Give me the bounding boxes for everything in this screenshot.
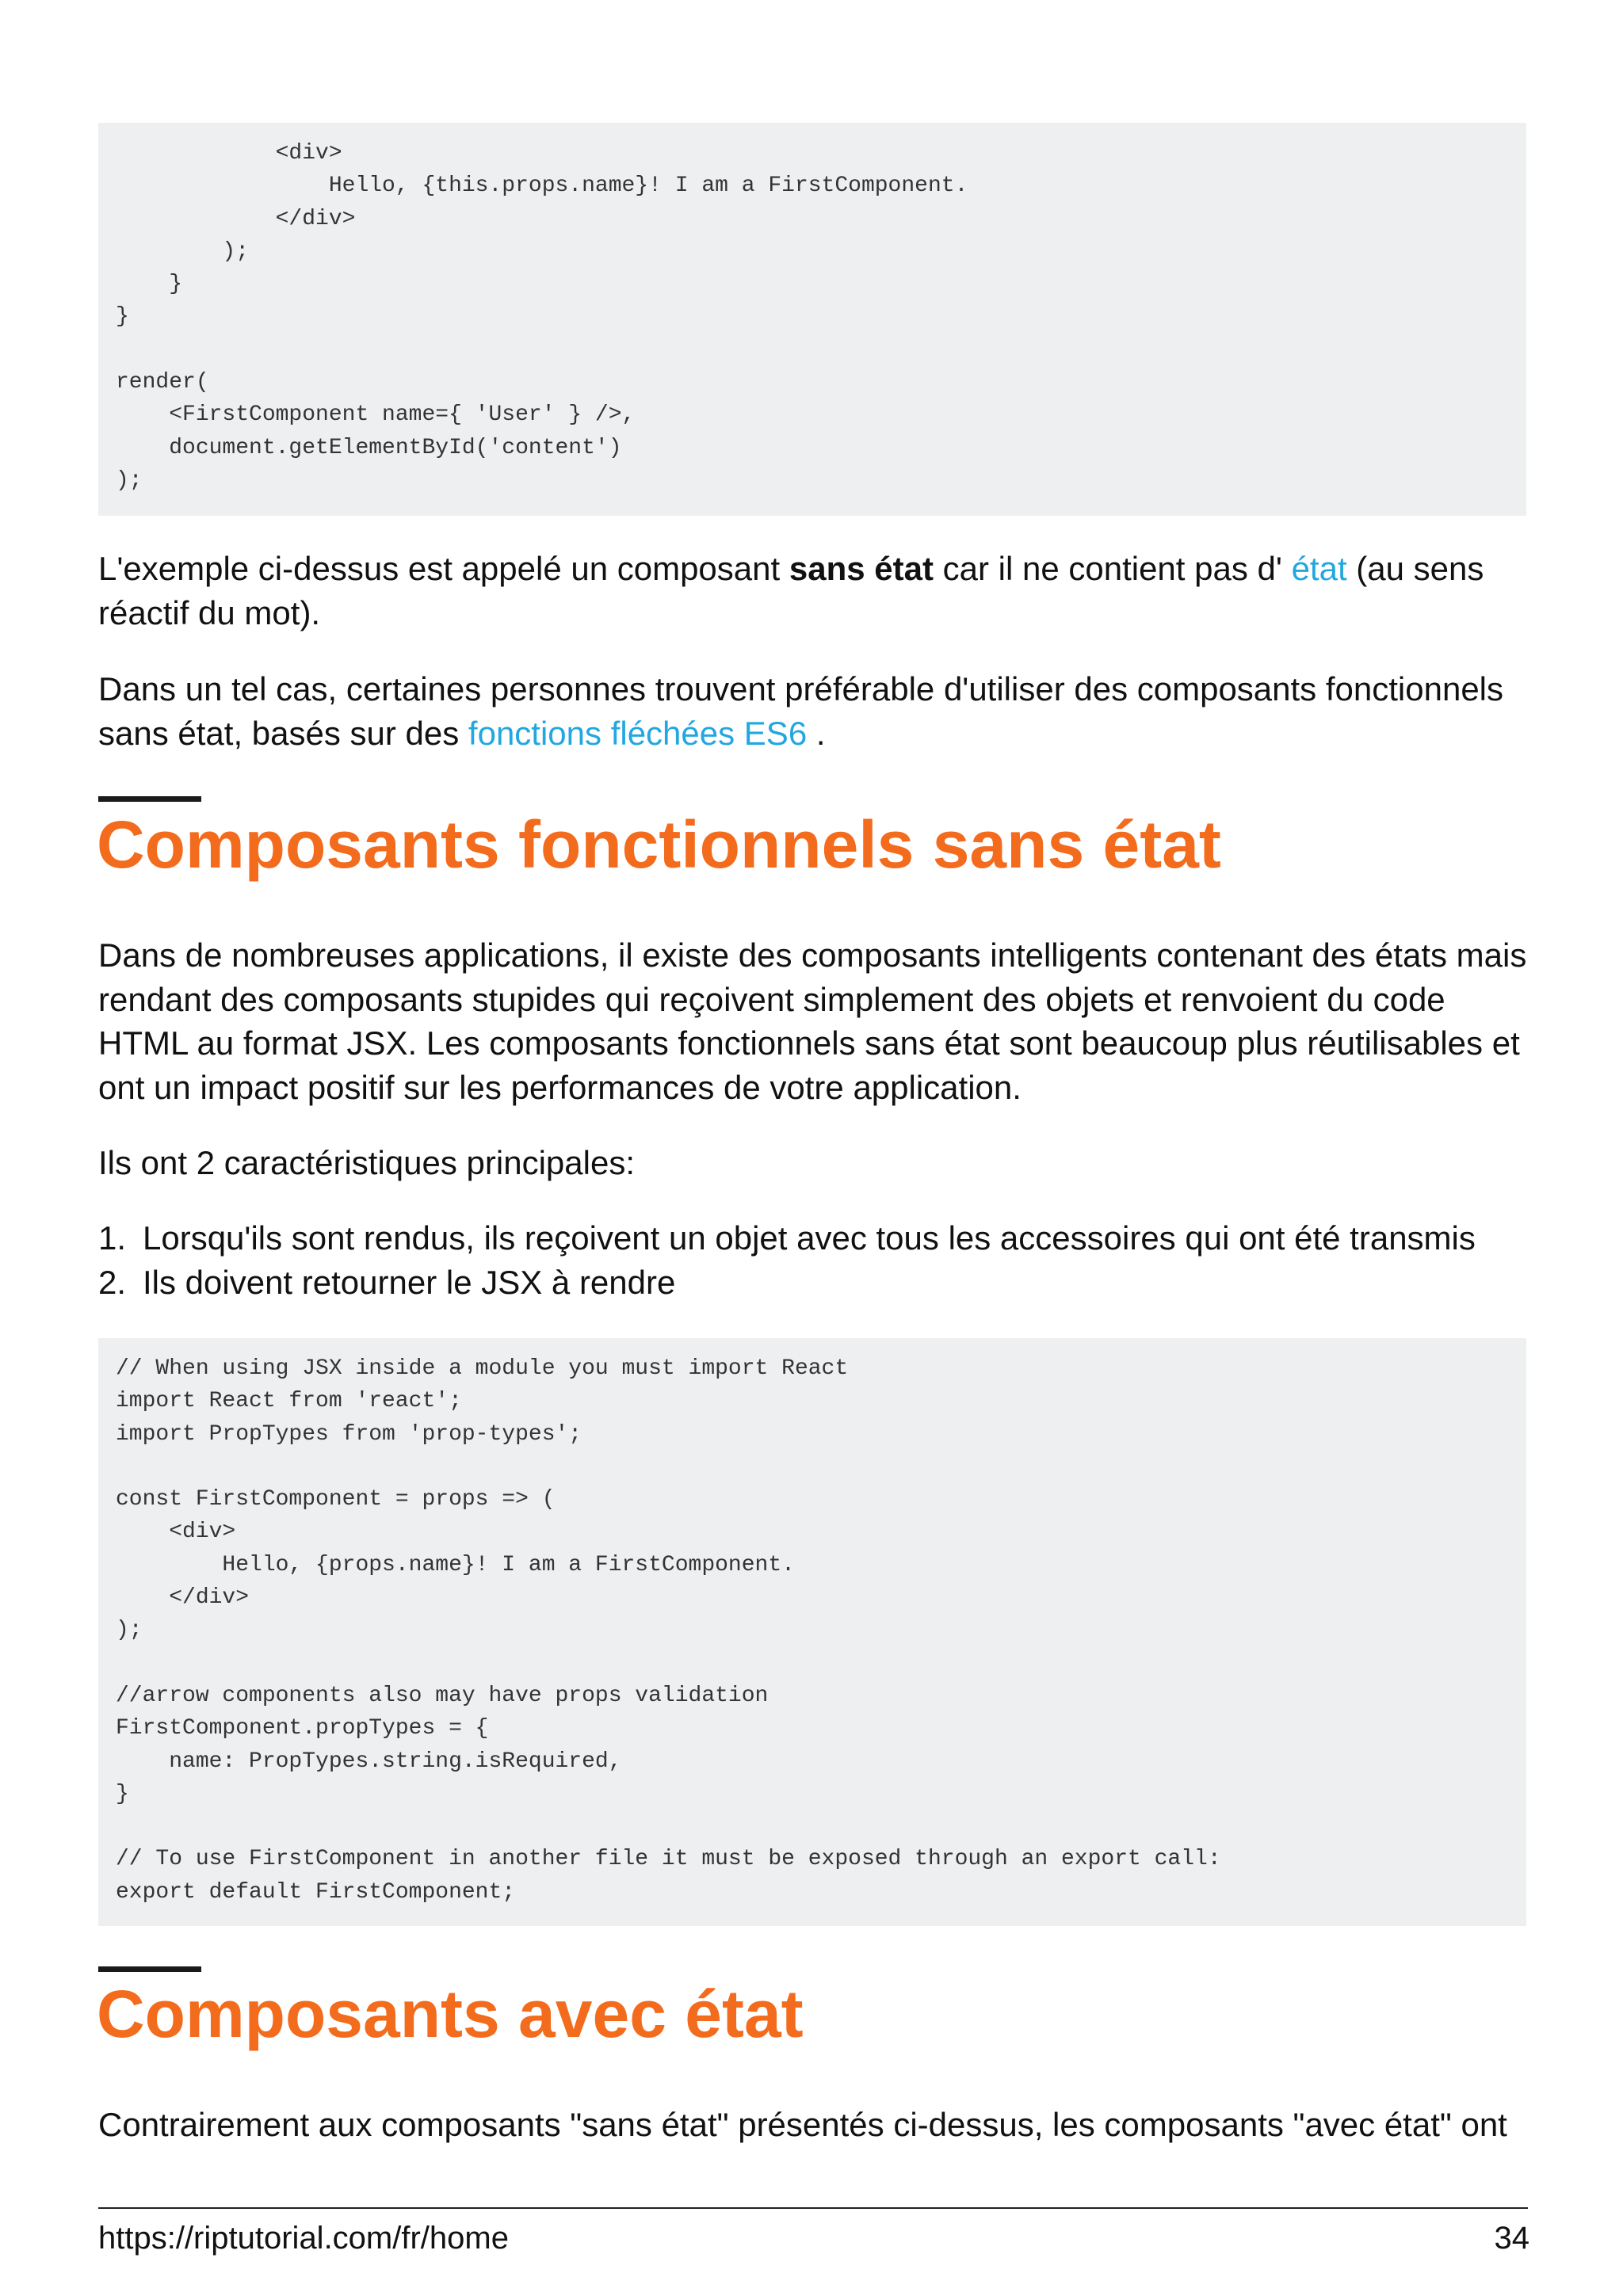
section-heading-stateless-functional: Composants fonctionnels sans état	[97, 807, 1221, 882]
code-line: Hello, {props.name}! I am a FirstComponent.	[116, 1552, 795, 1577]
paragraph-arrow-functions	[98, 667, 1533, 755]
list-item-text: Lorsqu'ils sont rendus, ils reçoivent un objet avec tous les accessoires qui ont été transmis	[143, 1219, 1476, 1257]
link-es6-arrow-functions[interactable]: fonctions fléchées ES6	[468, 714, 808, 752]
code-block-functional-component	[98, 1338, 1526, 1926]
paragraph-characteristics: Ils ont 2 caractéristiques principales:	[98, 1144, 635, 1181]
text: .	[807, 714, 826, 752]
footer-divider	[98, 2207, 1528, 2209]
paragraph-stateless-explanation	[98, 547, 1533, 635]
code-line: export default FirstComponent;	[116, 1879, 516, 1905]
page-number: 34	[1494, 2221, 1529, 2256]
code-line: FirstComponent.propTypes = {	[116, 1716, 489, 1741]
code-line: </div>	[116, 1585, 250, 1611]
footer-url: https://riptutorial.com/fr/home	[98, 2221, 509, 2256]
section-rule	[98, 1966, 201, 1972]
code-line: //arrow components also may have props validation	[116, 1683, 769, 1708]
list-number: 2.	[98, 1263, 127, 1301]
code-line: Hello, {this.props.name}! I am a FirstComponent.	[116, 174, 968, 199]
code-line: import PropTypes from 'prop-types';	[116, 1421, 582, 1447]
code-line: }	[116, 304, 129, 330]
code-line: // To use FirstComponent in another file it must be exposed through an export call:	[116, 1847, 1221, 1872]
text: Dans un tel cas, certaines personnes trouvent préférable d'utiliser des composants fonctionnels sans état, basés sur des	[98, 670, 1504, 752]
list-number: 1.	[98, 1219, 127, 1257]
list-item-text: Ils doivent retourner le JSX à rendre	[143, 1263, 676, 1301]
paragraph-stateful-intro: Contrairement aux composants "sans état" présentés ci-dessus, les composants "avec état" ont	[98, 2106, 1507, 2143]
code-line: }	[116, 1781, 129, 1806]
code-line: </div>	[116, 206, 356, 231]
bold-term: sans état	[789, 550, 934, 587]
list-item	[98, 1261, 1476, 1305]
paragraph-functional-components-intro: Dans de nombreuses applications, il existe des composants intelligents contenant des états mais rendant des composants stupides qui reçoivent simplement des objets et renvoient du code HTML au format JSX. Les composants fonctionnels sans état sont beaucoup plus réutilisables et ont un impact positif sur les performances de votre application.	[98, 936, 1527, 1106]
code-line: document.getElementById('content')	[116, 435, 622, 460]
code-line: <div>	[116, 141, 342, 166]
text: (au sens réactif du mot).	[98, 550, 1484, 631]
list-item	[98, 1216, 1476, 1261]
code-line: <FirstComponent name={ 'User' } />,	[116, 402, 636, 428]
link-etat[interactable]: état	[1291, 550, 1347, 587]
code-line: );	[116, 467, 143, 493]
text: car il ne contient pas d'	[933, 550, 1292, 587]
code-line: }	[116, 272, 183, 297]
code-line: );	[116, 238, 250, 264]
code-block-render-example	[98, 123, 1526, 516]
code-line: import React from 'react';	[116, 1389, 462, 1414]
code-line: const FirstComponent = props => (	[116, 1487, 556, 1512]
code-line: <div>	[116, 1520, 236, 1545]
section-rule	[98, 796, 201, 802]
code-line: // When using JSX inside a module you must import React	[116, 1356, 849, 1381]
code-line: render(	[116, 370, 209, 395]
section-heading-stateful: Composants avec état	[97, 1977, 804, 2051]
code-line: name: PropTypes.string.isRequired,	[116, 1749, 622, 1774]
code-line: );	[116, 1618, 143, 1643]
text: L'exemple ci-dessus est appelé un composant	[98, 550, 789, 587]
characteristics-list	[98, 1216, 1476, 1304]
